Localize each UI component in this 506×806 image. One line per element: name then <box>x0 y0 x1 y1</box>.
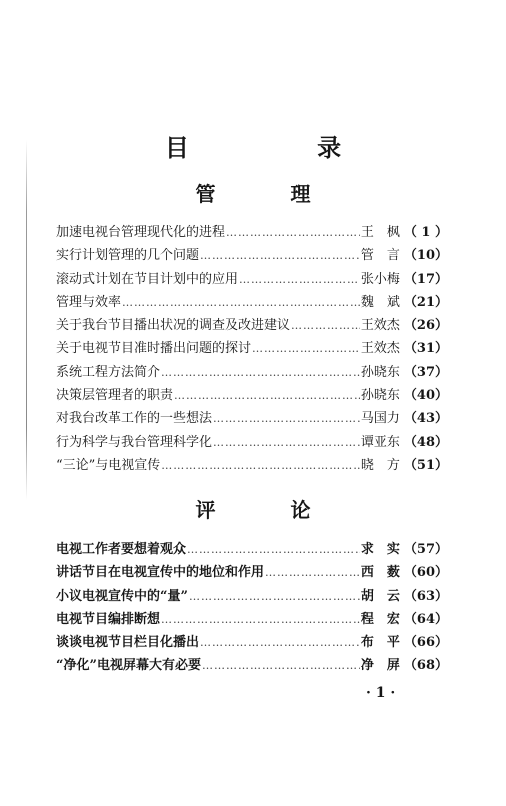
toc-list-commentary <box>56 538 448 678</box>
entry-title: 加速电视台管理现代化的进程 <box>56 225 226 240</box>
toc-entry[interactable] <box>56 361 448 384</box>
section-heading-commentary: 评 论 <box>195 498 345 522</box>
toc-entry[interactable] <box>56 268 448 291</box>
entry-page: （10） <box>403 248 448 264</box>
entry-author: 净 屏 <box>360 658 400 674</box>
toc-entry[interactable] <box>56 244 448 267</box>
leader-dots <box>265 566 360 579</box>
leader-dots <box>187 543 360 556</box>
entry-title: 系统工程方法简介 <box>56 364 161 380</box>
entry-author: 晓 方 <box>360 457 400 473</box>
entry-author: 程 宏 <box>360 611 400 627</box>
leader-dots <box>122 296 360 309</box>
section-heading-management: 管 理 <box>195 182 345 206</box>
toc-list-management <box>56 221 448 477</box>
leader-dots <box>252 342 360 355</box>
page-title: 目 录 <box>164 133 402 162</box>
leader-dots <box>202 659 360 672</box>
entry-page: （43） <box>403 411 448 427</box>
entry-title: 决策层管理者的职责 <box>56 388 174 404</box>
leader-dots <box>213 412 360 425</box>
page-number: · 1 · <box>366 685 396 701</box>
entry-title: 滚动式计划在节目计划中的应用 <box>56 271 239 287</box>
toc-entry[interactable] <box>56 538 448 561</box>
toc-entry[interactable] <box>56 337 448 360</box>
entry-title: “净化”电视屏幕大有必要 <box>56 658 201 674</box>
toc-entry[interactable] <box>56 291 448 314</box>
entry-title: 实行计划管理的几个问题 <box>56 248 200 264</box>
leader-dots <box>200 249 360 262</box>
entry-title: 电视工作者要想着观众 <box>56 542 187 557</box>
entry-title: 行为科学与我台管理科学化 <box>56 434 213 450</box>
entry-author: 王效杰 <box>360 318 400 334</box>
entry-page: （31） <box>403 341 448 357</box>
entry-title: 管理与效率 <box>56 294 122 310</box>
toc-entry[interactable] <box>56 384 448 407</box>
entry-page: （57） <box>403 542 448 557</box>
toc-entry[interactable] <box>56 431 448 454</box>
leader-dots <box>161 459 360 472</box>
entry-page: （66） <box>403 635 448 651</box>
toc-entry[interactable] <box>56 454 448 477</box>
entry-author: 张小梅 <box>360 271 400 287</box>
entry-author: 孙晓东 <box>360 364 400 380</box>
entry-page: （40） <box>403 388 448 404</box>
entry-author: 胡 云 <box>360 588 400 604</box>
entry-page: （64） <box>403 611 448 627</box>
entry-title: 小议电视宣传中的“量” <box>56 588 188 604</box>
toc-entry[interactable] <box>56 585 448 608</box>
entry-page: （21） <box>403 294 448 310</box>
leader-dots <box>189 590 360 603</box>
entry-author: 布 平 <box>360 635 400 651</box>
entry-page: （51） <box>403 457 448 473</box>
entry-page: （17） <box>403 271 448 287</box>
entry-page: （63） <box>403 588 448 604</box>
entry-title: 谈谈电视节目栏目化播出 <box>56 635 200 651</box>
entry-page: （ 1 ） <box>403 225 448 240</box>
toc-entry[interactable] <box>56 221 448 244</box>
entry-title: 讲话节目在电视宣传中的地位和作用 <box>56 565 265 581</box>
entry-title: “三论”与电视宣传 <box>56 457 161 473</box>
toc-entry[interactable] <box>56 631 448 654</box>
toc-entry[interactable] <box>56 654 448 677</box>
entry-page: （48） <box>403 434 448 450</box>
leader-dots <box>161 613 360 626</box>
leader-dots <box>200 636 360 649</box>
entry-page: （37） <box>403 364 448 380</box>
toc-entry[interactable] <box>56 608 448 631</box>
leader-dots <box>291 319 360 332</box>
leader-dots <box>239 273 360 286</box>
entry-author: 马国力 <box>360 411 400 427</box>
leader-dots <box>213 436 360 449</box>
entry-author: 求 实 <box>360 542 400 557</box>
leader-dots <box>226 226 360 239</box>
toc-entry[interactable] <box>56 407 448 430</box>
entry-author: 魏 斌 <box>360 294 400 310</box>
leader-dots <box>161 366 360 379</box>
entry-author: 西 薮 <box>360 565 400 581</box>
entry-title: 关于我台节目播出状况的调查及改进建议 <box>56 318 291 334</box>
entry-title: 对我台改革工作的一些想法 <box>56 411 213 427</box>
toc-entry[interactable] <box>56 561 448 584</box>
entry-page: （26） <box>403 318 448 334</box>
entry-author: 王 枫 <box>360 225 400 240</box>
entry-author: 管 言 <box>360 248 400 264</box>
entry-page: （60） <box>403 565 448 581</box>
entry-author: 王效杰 <box>360 341 400 357</box>
entry-title: 电视节目编排断想 <box>56 611 161 627</box>
toc-entry[interactable] <box>56 314 448 337</box>
entry-page: （68） <box>403 658 448 674</box>
entry-title: 关于电视节目准时播出问题的探讨 <box>56 341 252 357</box>
entry-author: 谭亚东 <box>360 434 400 450</box>
entry-author: 孙晓东 <box>360 388 400 404</box>
leader-dots <box>174 389 360 402</box>
